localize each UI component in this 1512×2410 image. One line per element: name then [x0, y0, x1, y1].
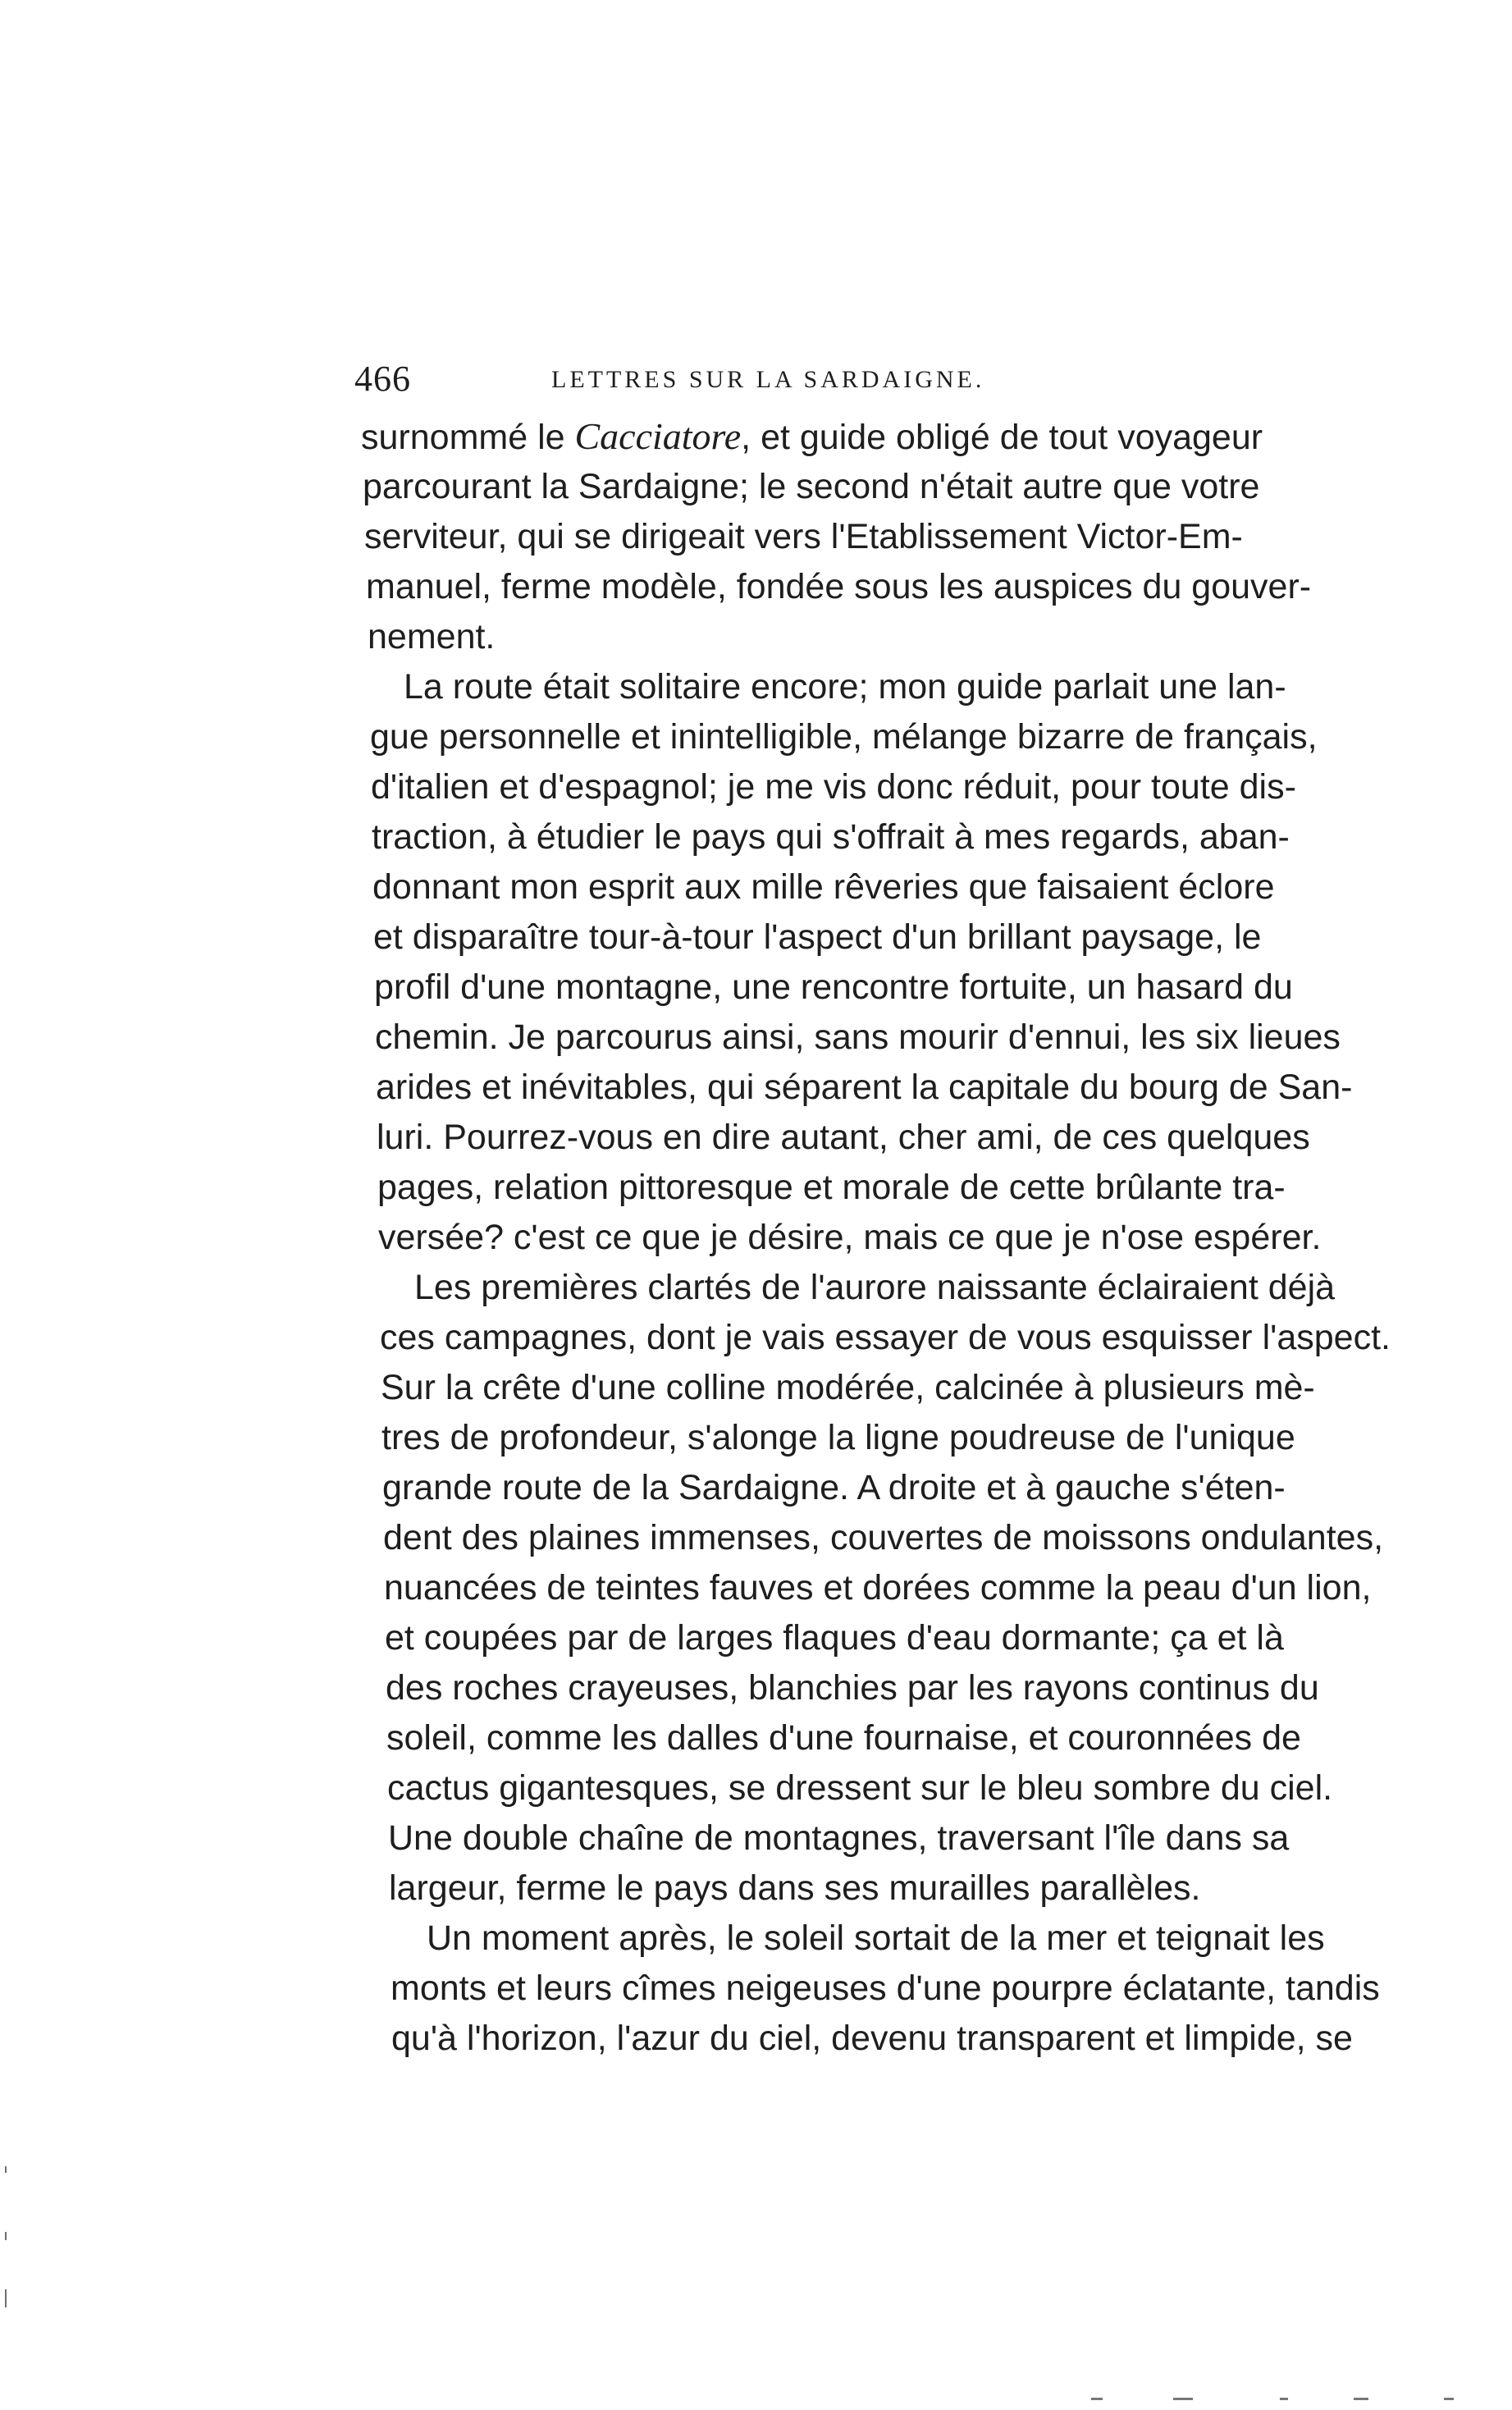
text-line: Sur la crête d'une colline modérée, calcinée à plusieurs mè-: [381, 1368, 1315, 1407]
text-line: Les premières clartés de l'aurore naissante éclairaient déjà: [414, 1268, 1336, 1307]
text-line: Un moment après, le soleil sortait de la mer et teignait les: [427, 1918, 1325, 1958]
scan-speck: [1444, 2398, 1454, 2400]
text-line: tres de profondeur, s'alonge la ligne poudreuse de l'unique: [381, 1418, 1295, 1457]
text-line: cactus gigantesques, se dressent sur le bleu sombre du ciel.: [387, 1768, 1333, 1808]
text-line: La route était solitaire encore; mon guide parlait une lan-: [404, 667, 1286, 707]
text-line: ces campagnes, dont je vais essayer de vous esquisser l'aspect.: [380, 1318, 1391, 1357]
text-line: arides et inévitables, qui séparent la capitale du bourg de San-: [376, 1068, 1353, 1107]
text-line: monts et leurs cîmes neigeuses d'une pourpre éclatante, tandis: [391, 1969, 1380, 2008]
text-line: versée? c'est ce que je désire, mais ce que je n'ose espérer.: [378, 1218, 1322, 1257]
scan-speck: [1280, 2398, 1288, 2400]
text-line: profil d'une montagne, une rencontre fortuite, un hasard du: [374, 967, 1293, 1007]
scan-speck: [1173, 2398, 1193, 2400]
text-line: manuel, ferme modèle, fondée sous les auspices du gouver-: [366, 567, 1312, 606]
text-line: des roches crayeuses, blanchies par les rayons continus du: [386, 1668, 1319, 1708]
scan-speck: [5, 2289, 7, 2307]
text-line: grande route de la Sardaigne. A droite et à gauche s'éten-: [382, 1468, 1286, 1507]
scan-speck: [5, 2232, 7, 2240]
text-line: qu'à l'horizon, l'azur du ciel, devenu transparent et limpide, se: [391, 2019, 1353, 2058]
text-line: dent des plaines immenses, couvertes de moissons ondulantes,: [383, 1518, 1384, 1557]
text-line: et disparaître tour-à-tour l'aspect d'un brillant paysage, le: [373, 917, 1262, 957]
scan-speck: [1354, 2398, 1368, 2400]
text-line: et coupées par de larges flaques d'eau dormante; ça et là: [385, 1618, 1284, 1658]
text-line: donnant mon esprit aux mille rêveries que faisaient éclore: [372, 867, 1275, 907]
running-title: LETTRES SUR LA SARDAIGNE.: [551, 366, 985, 393]
page-number: 466: [354, 359, 411, 399]
page-header: [354, 351, 1240, 400]
text-line: nement.: [368, 617, 496, 656]
text-line: nuancées de teintes fauves et dorées comme la peau d'un lion,: [384, 1568, 1372, 1607]
text-line: chemin. Je parcourus ainsi, sans mourir d'ennui, les six lieues: [375, 1018, 1341, 1057]
text-line: Une double chaîne de montagnes, traversant l'île dans sa: [388, 1818, 1290, 1858]
text-line: parcourant la Sardaigne; le second n'était autre que votre: [363, 467, 1260, 506]
text-line: serviteur, qui se dirigeait vers l'Etablissement Victor-Em-: [364, 517, 1243, 556]
text-line: soleil, comme les dalles d'une fournaise, et couronnées de: [386, 1718, 1301, 1758]
scan-speck: [5, 2166, 7, 2173]
text-line: traction, à étudier le pays qui s'offrait à mes regards, aban-: [372, 817, 1290, 857]
text-line: gue personnelle et inintelligible, mélange bizarre de français,: [370, 717, 1318, 757]
scan-speck: [1091, 2398, 1103, 2400]
text-line: largeur, ferme le pays dans ses murailles parallèles.: [389, 1868, 1201, 1908]
text-line: surnommé le Cacciatore, et guide obligé de tout voyageur: [361, 415, 1263, 457]
text-line: pages, relation pittoresque et morale de cette brûlante tra-: [377, 1168, 1286, 1207]
text-line: d'italien et d'espagnol; je me vis donc réduit, pour toute dis-: [371, 767, 1296, 807]
text-line: luri. Pourrez-vous en dire autant, cher ami, de ces quelques: [377, 1118, 1310, 1157]
